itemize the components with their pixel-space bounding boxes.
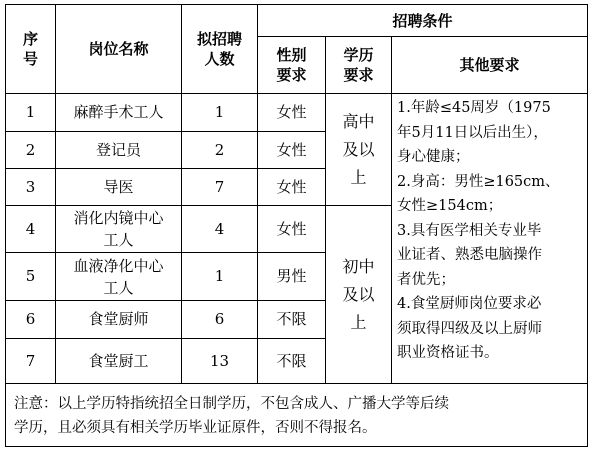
cell-count: 2 xyxy=(182,132,258,169)
cell-education-junior: 初中 及以 上 xyxy=(326,206,392,384)
header-conditions: 招聘条件 xyxy=(258,5,588,37)
cell-gender: 不限 xyxy=(258,339,326,384)
cell-count: 7 xyxy=(182,169,258,206)
header-other: 其他要求 xyxy=(392,37,588,94)
cell-seq: 4 xyxy=(6,206,56,253)
header-education: 学历 要求 xyxy=(326,37,392,94)
cell-education-high: 高中 及以 上 xyxy=(326,94,392,206)
cell-seq: 5 xyxy=(6,253,56,301)
cell-position: 导医 xyxy=(56,169,182,206)
cell-position: 麻醉手术工人 xyxy=(56,94,182,132)
cell-seq: 3 xyxy=(6,169,56,206)
cell-other-requirements: 1.年龄≤45周岁（1975 年5月11日以后出生）， 身心健康； 2.身高：男性≥165cm、 女性≥154cm； 3.具有医学相关专业毕 业证者、熟悉电脑操作 者优先； 4.食堂厨师岗位要求必 须取得四级及以上厨师 职业资格证书。 xyxy=(392,94,588,384)
header-position: 岗位名称 xyxy=(56,5,182,94)
cell-gender: 不限 xyxy=(258,301,326,339)
cell-position: 血液净化中心工人 xyxy=(56,253,182,301)
cell-count: 4 xyxy=(182,206,258,253)
cell-seq: 6 xyxy=(6,301,56,339)
cell-position: 食堂厨师 xyxy=(56,301,182,339)
header-seq: 序 号 xyxy=(6,5,56,94)
cell-position: 登记员 xyxy=(56,132,182,169)
header-count: 拟招聘 人数 xyxy=(182,5,258,94)
table-row xyxy=(6,94,588,132)
cell-position: 食堂厨工 xyxy=(56,339,182,384)
cell-seq: 2 xyxy=(6,132,56,169)
recruitment-table xyxy=(5,4,588,447)
cell-count: 1 xyxy=(182,253,258,301)
cell-gender: 男性 xyxy=(258,253,326,301)
cell-gender: 女性 xyxy=(258,169,326,206)
cell-gender: 女性 xyxy=(258,94,326,132)
cell-gender: 女性 xyxy=(258,206,326,253)
cell-seq: 1 xyxy=(6,94,56,132)
cell-position: 消化内镜中心工人 xyxy=(56,206,182,253)
table-note: 注意：以上学历特指统招全日制学历，不包含成人、广播大学等后续 学历，且必须具有相关学历毕业证原件，否则不得报名。 xyxy=(6,384,588,447)
cell-gender: 女性 xyxy=(258,132,326,169)
recruitment-table-container xyxy=(5,4,588,447)
cell-seq: 7 xyxy=(6,339,56,384)
header-gender: 性别 要求 xyxy=(258,37,326,94)
cell-count: 6 xyxy=(182,301,258,339)
cell-count: 1 xyxy=(182,94,258,132)
cell-count: 13 xyxy=(182,339,258,384)
